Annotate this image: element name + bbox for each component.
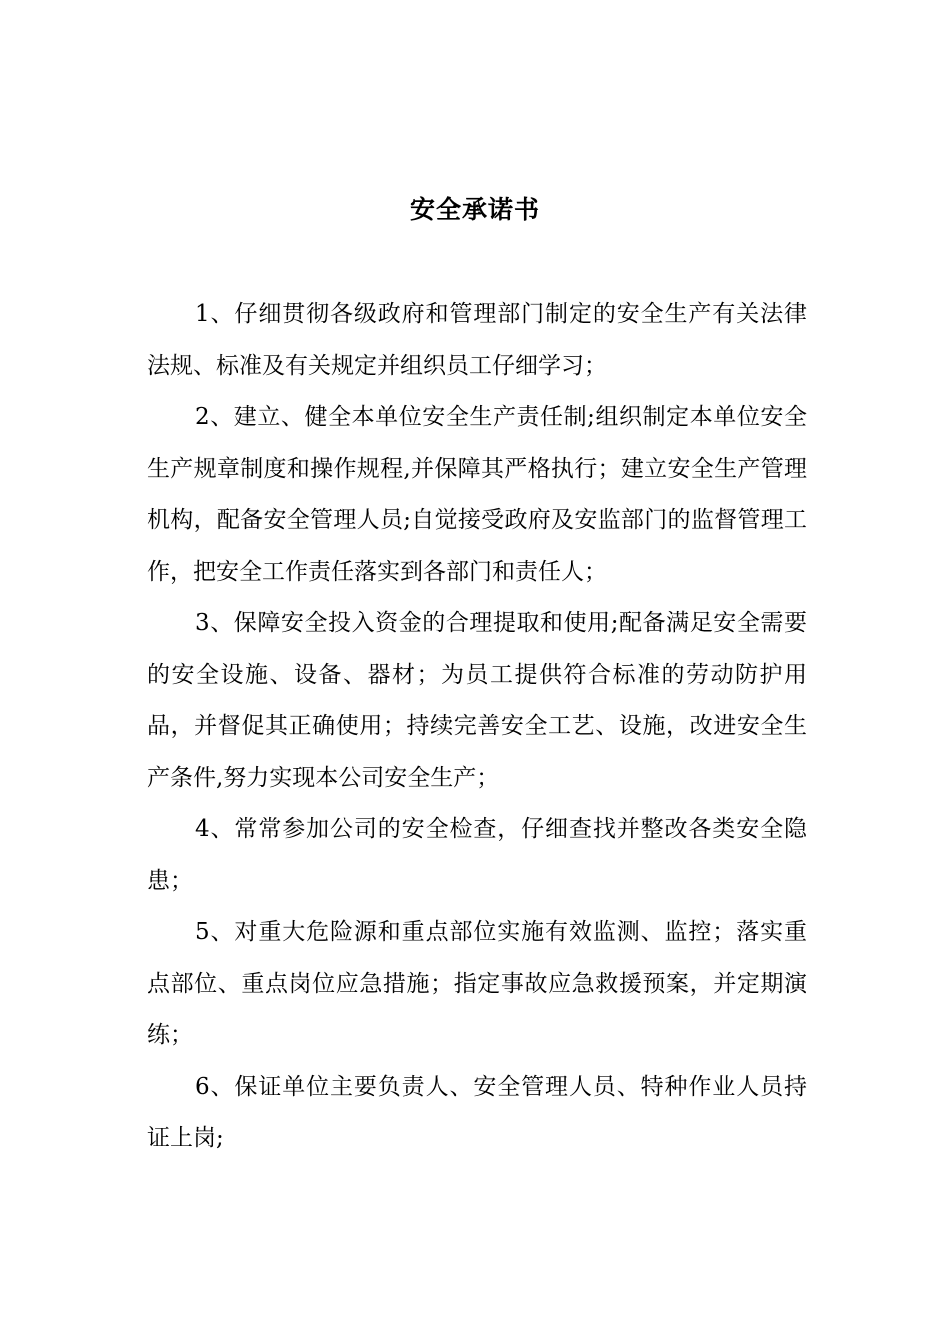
paragraph-5: 5、对重大危险源和重点部位实施有效监测、监控；落实重点部位、重点岗位应急措施；指定事故应急救援预案，并定期演练； [147, 919, 807, 1048]
paragraph-2: 2、建立、健全本单位安全生产责任制;组织制定本单位安全生产规章制度和操作规程,并保障其严格执行；建立安全生产管理机构，配备安全管理人员;自觉接受政府及安监部门的监督管理工作，把安全工作责任落实到各部门和责任人； [147, 404, 807, 585]
paragraph-3: 3、保障安全投入资金的合理提取和使用;配备满足安全需要的安全设施、设备、器材；为员工提供符合标准的劳动防护用品，并督促其正确使用；持续完善安全工艺、设施，改进安全生产条件,努力实现本公司安全生产； [147, 610, 807, 791]
document-title: 安全承诺书 [409, 195, 540, 224]
paragraph-4: 4、常常参加公司的安全检查，仔细查找并整改各类安全隐患； [147, 816, 807, 894]
document-body [147, 289, 807, 1165]
paragraph-6: 6、保证单位主要负责人、安全管理人员、特种作业人员持证上岗; [147, 1073, 807, 1151]
paragraph-1: 1、仔细贯彻各级政府和管理部门制定的安全生产有关法律法规、标准及有关规定并组织员工仔细学习； [147, 301, 807, 379]
